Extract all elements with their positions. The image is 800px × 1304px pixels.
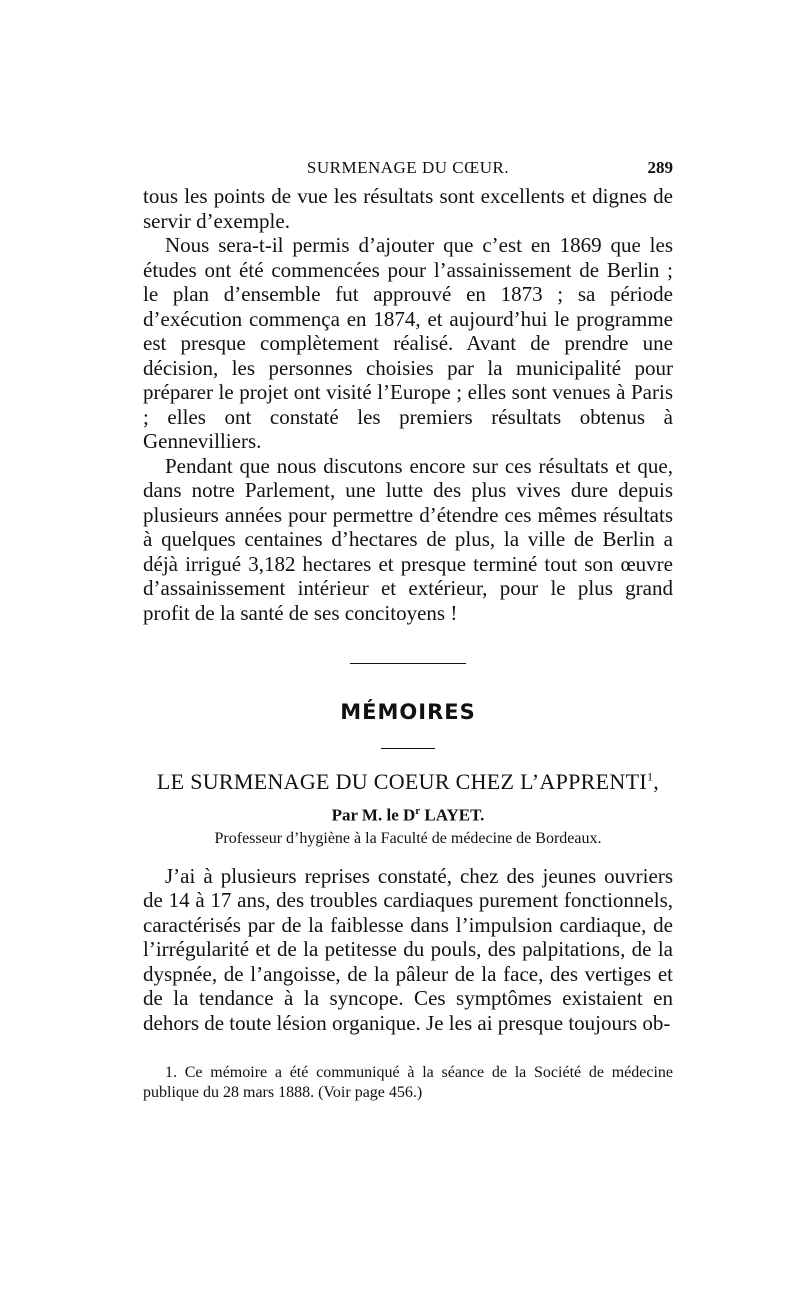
article-title-text: LE SURMENAGE DU COEUR CHEZ L’APPRENTI (156, 769, 647, 794)
author-name: LAYET. (420, 805, 485, 825)
paragraph-continuation: tous les points de vue les résultats sont excellents et dignes de servir d’exemple. (143, 184, 673, 233)
byline-sup: r (415, 805, 421, 817)
page-number: 289 (647, 158, 673, 177)
byline (143, 805, 673, 826)
article-title: LE SURMENAGE DU COEUR CHEZ L’APPRENTI$^1$, (156, 769, 660, 794)
heading-divider (381, 748, 435, 749)
article-body: J’ai à plusieurs reprises constaté, chez des jeunes ouvriers de 14 à 17 ans, des troubles cardiaques purement fonctionnels, caractérisés par de la faiblesse dans l’impulsion cardiaque, de l’irrégularité et de la petitesse du pouls, des palpitations, de la dyspnée, de l’angoisse, de la pâleur de la face, des vertiges et de la tendance à la syncope. Ces symptômes existaient en dehors de toute lésion organique. Je les ai presque toujours ob- (143, 863, 673, 1035)
author-affiliation: Professeur d’hygiène à la Faculté de médecine de Bordeaux. (214, 829, 602, 847)
paragraph-berlin-sanitation: Nous sera-t-il permis d’ajouter que c’est en 1869 que les études ont été commencées pour l’assainissement de Berlin ; le plan d’ensemble fut approuvé en 1873 ; sa période d’exécution commença en 1874, et aujourd’hui le programme est presque complètement réalisé. Avant de prendre une décision, les personnes choisies par la municipalité pour préparer le projet ont visité l’Europe ; elles sont venues à Paris ; elles ont constaté les premiers résultats obtenus à Gennevilliers. (143, 233, 673, 453)
document-page (143, 150, 673, 1103)
byline-prefix: Par M. le D (331, 805, 416, 825)
running-head (143, 150, 673, 178)
section-divider (350, 663, 466, 664)
footnote: 1. Ce mémoire a été communiqué à la séance de la Société de médecine publique du 28 mars 1888. (Voir page 456.) (143, 1064, 673, 1102)
footnote-marker: 1 (646, 769, 654, 784)
running-title: SURMENAGE DU CŒUR. (306, 158, 510, 177)
section-heading: MÉMOIRES (340, 700, 476, 724)
paragraph-berlin-irrigation: Pendant que nous discutons encore sur ces résultats et que, dans notre Parlement, une lutte des plus vives dure depuis plusieurs années pour permettre d’étendre ces mêmes résultats à quelques centaines d’hectares de plus, la ville de Berlin a déjà irrigué 3,182 hectares et presque terminé tout son œuvre d’assainissement intérieur et extérieur, pour le plus grand profit de la santé de ses concitoyens ! (143, 453, 673, 625)
